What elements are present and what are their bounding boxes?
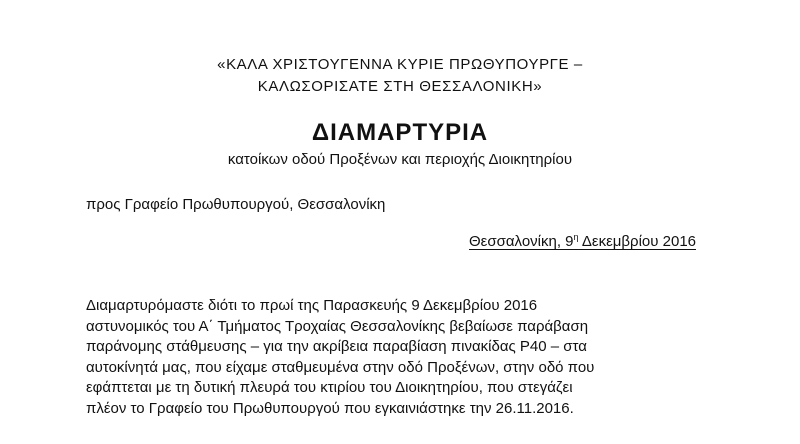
body-line: αυτοκίνητά μας, που είχαμε σταθμευμένα στην οδό Προξένων, στην οδό που [86, 358, 595, 376]
date-line [469, 232, 696, 252]
date-prefix: Θεσσαλονίκη, 9 [469, 233, 574, 250]
recipient-line: προς Γραφείο Πρωθυπουργού, Θεσσαλονίκη [86, 196, 386, 213]
header-quote-line-1: «ΚΑΛΑ ΧΡΙΣΤΟΥΓΕΝΝΑ ΚΥΡΙΕ ΠΡΩΘΥΠΟΥΡΓΕ – [217, 56, 583, 73]
document-title: ΔΙΑΜΑΡΤΥΡΙΑ [311, 119, 489, 146]
body-line: αστυνομικός του Α΄ Τμήματος Τροχαίας Θεσσαλονίκης βεβαίωσε παράβαση [86, 317, 589, 335]
body-line: εφάπτεται με τη δυτική πλευρά του κτιρίου του Διοικητηρίου, που στεγάζει [86, 379, 573, 396]
header-quote-line-2: ΚΑΛΩΣΟΡΙΣΑΤΕ ΣΤΗ ΘΕΣΣΑΛΟΝΙΚΗ» [257, 78, 543, 95]
body-line: παράνομης στάθμευσης – για την ακρίβεια παραβίαση πινακίδας Ρ40 – στα [86, 338, 587, 355]
date-superscript: η [573, 232, 579, 242]
body-line: πλέον το Γραφείο του Πρωθυπουργού που εγκαινιάστηκε την 26.11.2016. [86, 399, 574, 417]
date-suffix: Δεκεμβρίου 2016 [578, 233, 696, 250]
body-line: Διαμαρτυρόμαστε διότι το πρωί της Παρασκευής 9 Δεκεμβρίου 2016 [86, 297, 538, 314]
body-paragraph [86, 296, 726, 419]
document-subtitle: κατοίκων οδού Προξένων και περιοχής Διοικητηρίου [227, 151, 573, 168]
